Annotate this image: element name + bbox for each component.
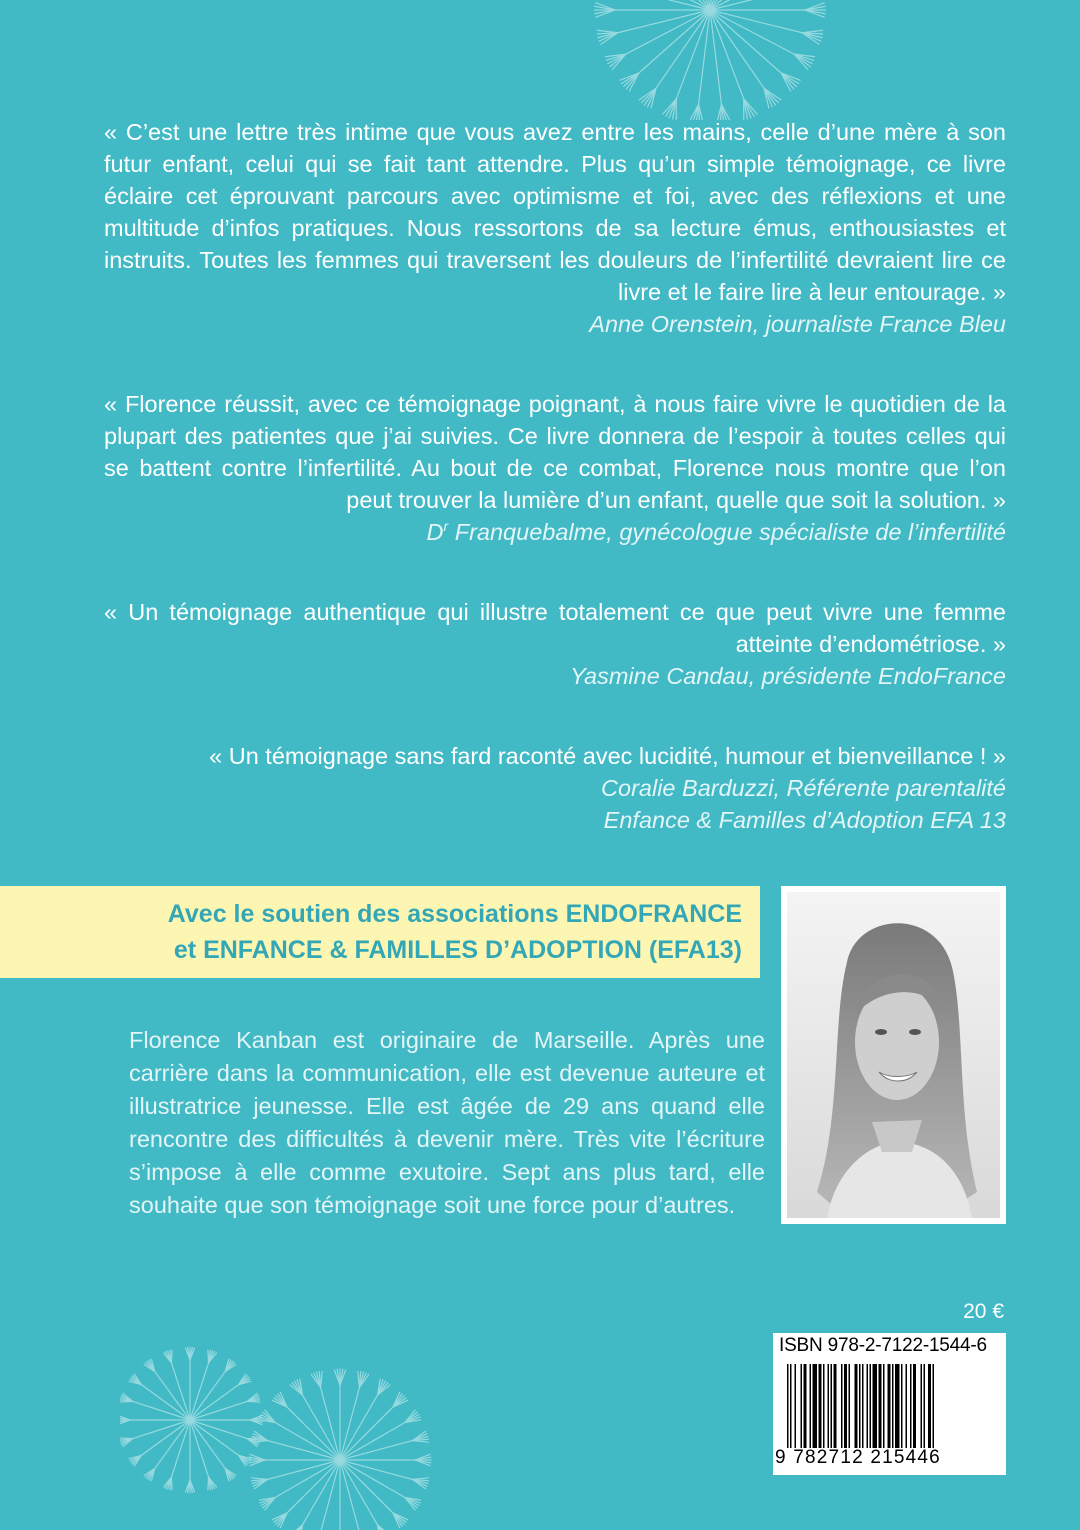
author-photo bbox=[781, 886, 1006, 1224]
dandelion-top-icon bbox=[560, 0, 860, 120]
quote-yasmine-candau bbox=[104, 596, 1006, 692]
quote-text: « Un témoignage sans fard raconté avec lucidité, humour et bienveillance ! » bbox=[104, 740, 1006, 772]
quote-author-line2: Enfance & Familles d’Adoption EFA 13 bbox=[104, 804, 1006, 836]
quote-text: « Florence réussit, avec ce témoignage poignant, à nous faire vivre le quotidien de la plupart des patientes que j’ai suivies. Ce livre donnera de l’espoir à toutes celles qui se battent contre l’infertilité. Au bout de ce combat, Florence nous montre que l’on peut trouver la lumière d’un enfant, quelle que soit la solution. » bbox=[104, 388, 1006, 516]
quote-coralie-barduzzi bbox=[104, 740, 1006, 836]
quote-author: Yasmine Candau, présidente EndoFrance bbox=[104, 660, 1006, 692]
support-banner bbox=[0, 886, 760, 978]
quote-text: « C’est une lettre très intime que vous avez entre les mains, celle d’une mère à son futur enfant, celui qui se fait tant attendre. Plus qu’un simple témoignage, ce livre éclaire cet éprouvant parcours avec optimisme et foi, avec des réflexions et une multitude d’infos pratiques. Nous ressortons de sa lecture émus, enthousiastes et instruits. Toutes les femmes qui traversent les douleurs de l’infertilité devraient lire ce livre et le faire lire à leur entourage. » bbox=[104, 116, 1006, 308]
quote-author bbox=[104, 516, 1006, 548]
barcode bbox=[773, 1333, 1006, 1475]
author-prefix: D bbox=[427, 519, 444, 545]
author-photo-icon bbox=[787, 892, 1000, 1218]
price: 20 € bbox=[963, 1300, 1004, 1324]
author-prefix-sup: r bbox=[444, 518, 449, 534]
quote-author: Coralie Barduzzi, Référente parentalité bbox=[104, 772, 1006, 804]
quote-anne-orenstein bbox=[104, 116, 1006, 340]
quote-author: Anne Orenstein, journaliste France Bleu bbox=[104, 308, 1006, 340]
quote-text: « Un témoignage authentique qui illustre totalement ce que peut vivre une femme atteinte d’endométriose. » bbox=[104, 596, 1006, 660]
author-bio: Florence Kanban est originaire de Marseille. Après une carrière dans la communication, elle est devenue auteure et illustratrice jeunesse. Elle est âgée de 29 ans quand elle rencontre des difficultés à devenir mère. Très vite l’écriture s’impose à elle comme exutoire. Sept ans plus tard, elle souhaite que son témoignage soit une force pour d’autres. bbox=[129, 1024, 765, 1222]
support-line-2: et ENFANCE & FAMILLES D’ADOPTION (EFA13) bbox=[22, 934, 742, 966]
dandelion-bottom-icon bbox=[120, 1310, 440, 1530]
support-line-1: Avec le soutien des associations ENDOFRANCE bbox=[22, 898, 742, 930]
quote-franquebalme bbox=[104, 388, 1006, 548]
isbn-label: ISBN 978-2-7122-1544-6 bbox=[779, 1335, 987, 1357]
isbn-digits: 9 782712 215446 bbox=[775, 1447, 941, 1469]
author-name: Franquebalme, gynécologue spécialiste de l’infertilité bbox=[448, 519, 1006, 545]
barcode-bars-icon bbox=[787, 1364, 992, 1448]
